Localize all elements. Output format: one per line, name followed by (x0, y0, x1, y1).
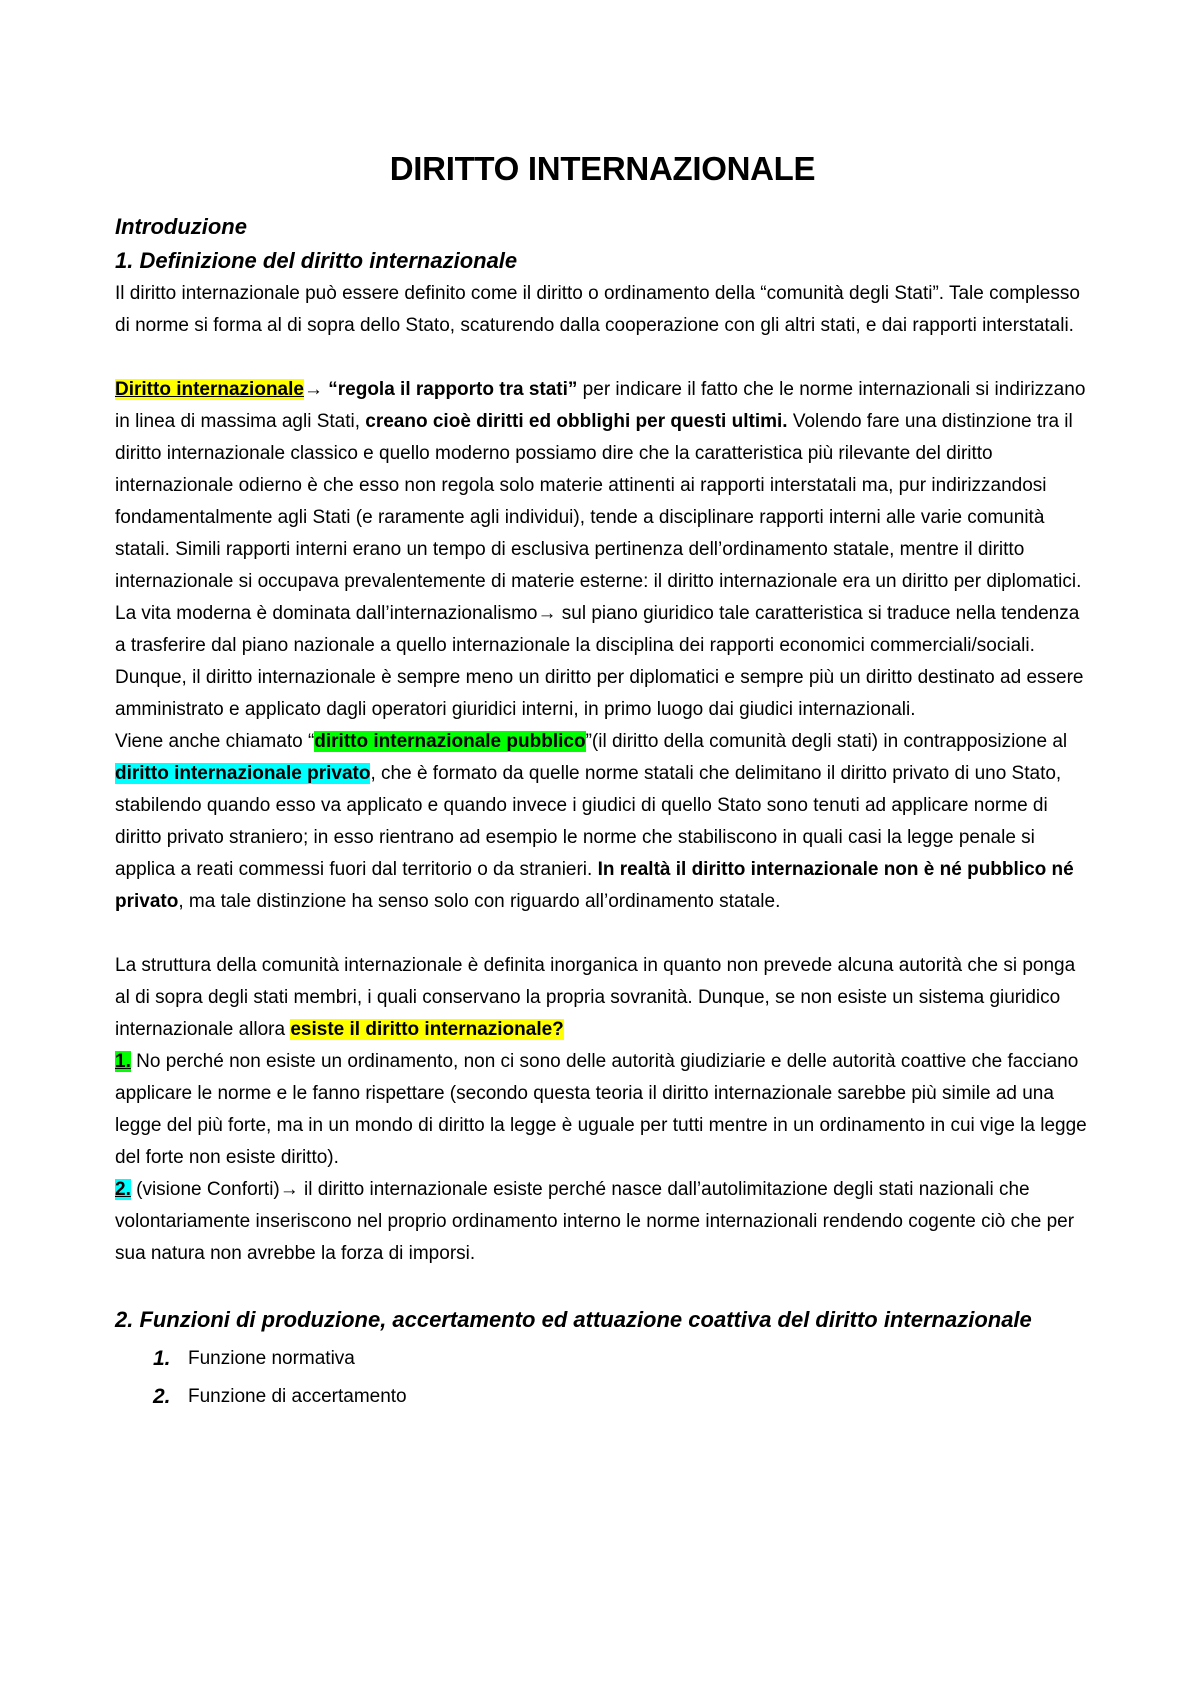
text-run: il diritto internazionale esiste perché nasce dall’autolimitazione degli stati nazionali che volontariamente inseriscono nel proprio ordinamento interno le norme internazionali rendendo cogente ciò che per sua natura non avrebbe la forza di imporsi. (115, 1179, 1075, 1264)
list-label: Funzione normativa (188, 1348, 355, 1369)
paragraph-answer-1 (115, 1046, 1090, 1174)
bold-run: creano cioè diritti ed obblighi per questi ultimi. (365, 411, 788, 432)
highlight-privato: diritto internazionale privato (115, 763, 371, 784)
text-run: (visione Conforti) (130, 1179, 280, 1200)
highlight-term: Diritto internazionale (115, 379, 304, 400)
paragraph-struttura (115, 950, 1090, 1046)
paragraph-pubblico-privato (115, 726, 1090, 918)
list-item (153, 1378, 1090, 1416)
list-label: Funzione di accertamento (188, 1386, 407, 1407)
section-1-heading: 1. Definizione del diritto internazionale (115, 248, 518, 273)
highlight-pubblico: diritto internazionale pubblico (314, 731, 586, 752)
text-run: per indicare il fatto che le norme internazionali si indirizzano in linea di massima agli Stati, (115, 379, 1086, 432)
arrow-icon: → (279, 1179, 299, 1200)
text-run: , che è formato da quelle norme statali che delimitano il diritto privato di uno Stato, stabilendo quando esso va applicato e quando invece i giudici di quello Stato sono tenuti ad applicare norme di diritto privato straniero; in esso rientrano ad esempio le norme che stabiliscono in quali casi la legge penale si applica a reati commessi fuori dal territorio o da stranieri. (115, 763, 1062, 880)
paragraph-definition: Il diritto internazionale può essere definito come il diritto o ordinamento della “comunità degli Stati”. Tale complesso di norme si forma al di sopra dello Stato, scaturendo dalla cooperazione con gli altri stati, e dai rapporti interstatali. (115, 283, 1080, 336)
document-title: DIRITTO INTERNAZIONALE (389, 150, 816, 187)
highlight-question: esiste il diritto internazionale? (290, 1019, 564, 1040)
answer-number-1: 1. (115, 1051, 131, 1072)
text-run: Volendo fare una distinzione tra il diritto internazionale classico e quello moderno possiamo dire che la caratteristica più rilevante del diritto internazionale odierno è che esso non regola solo materie attinenti ai rapporti interstatali ma, pur indirizzandosi fondamentalmente agli Stati (e raramente agli individui), tende a disciplinare rapporti interni alle varie comunità statali. Simili rapporti interni erano un tempo di esclusiva pertinenza dell’ordinamento statale, mentre il diritto internazionale si occupava prevalentemente di materie esterne: il diritto internazionale era un diritto per diplomatici. La vita moderna è dominata dall’internazionalismo (115, 411, 1082, 624)
text-run: No perché non esiste un ordinamento, non ci sono delle autorità giudiziarie e delle autorità coattive che facciano applicare le norme e le fanno rispettare (secondo questa teoria il diritto internazionale sarebbe più simile ad una legge del più forte, ma in un mondo di diritto la legge è uguale per tutti mentre in un ordinamento in cui vige la legge del forte non esiste diritto). (115, 1051, 1087, 1168)
paragraph-diritto-internazionale (115, 374, 1090, 726)
list-number: 1. (153, 1347, 171, 1370)
text-run: Viene anche chiamato “ (115, 731, 315, 752)
list-number: 2. (153, 1385, 171, 1408)
paragraph-answer-2 (115, 1174, 1090, 1270)
arrow-icon: → (537, 603, 557, 624)
document-page (115, 150, 1090, 1416)
intro-heading: Introduzione (115, 214, 247, 239)
arrow-icon: → (303, 379, 329, 400)
answer-number-2: 2. (115, 1179, 131, 1200)
section-2-heading: 2. Funzioni di produzione, accertamento ed attuazione coattiva del diritto internazionale (115, 1307, 1032, 1332)
bold-run: In realtà il diritto internazionale non è né pubblico né privato (115, 859, 1074, 912)
text-run: La struttura della comunità internazionale è definita inorganica in quanto non prevede alcuna autorità che si ponga al di sopra degli stati membri, i quali conservano la propria sovranità. Dunque, se non esiste un sistema giuridico internazionale allora (115, 955, 1076, 1040)
text-run: ”(il diritto della comunità degli stati) in contrapposizione al (585, 731, 1068, 752)
text-run: , ma tale distinzione ha senso solo con riguardo all’ordinamento statale. (178, 891, 781, 912)
functions-list (115, 1340, 1090, 1416)
quote-bold: “regola il rapporto tra stati” (328, 379, 578, 400)
text-run: sul piano giuridico tale caratteristica si traduce nella tendenza a trasferire dal piano nazionale a quello internazionale la disciplina dei rapporti economici commerciali/sociali. Dunque, il diritto internazionale è sempre meno un diritto per diplomatici e sempre più un diritto destinato ad essere amministrato e applicato dagli operatori giuridici interni, in primo luogo dai giudici internazionali. (115, 603, 1084, 720)
list-item (153, 1340, 1090, 1378)
